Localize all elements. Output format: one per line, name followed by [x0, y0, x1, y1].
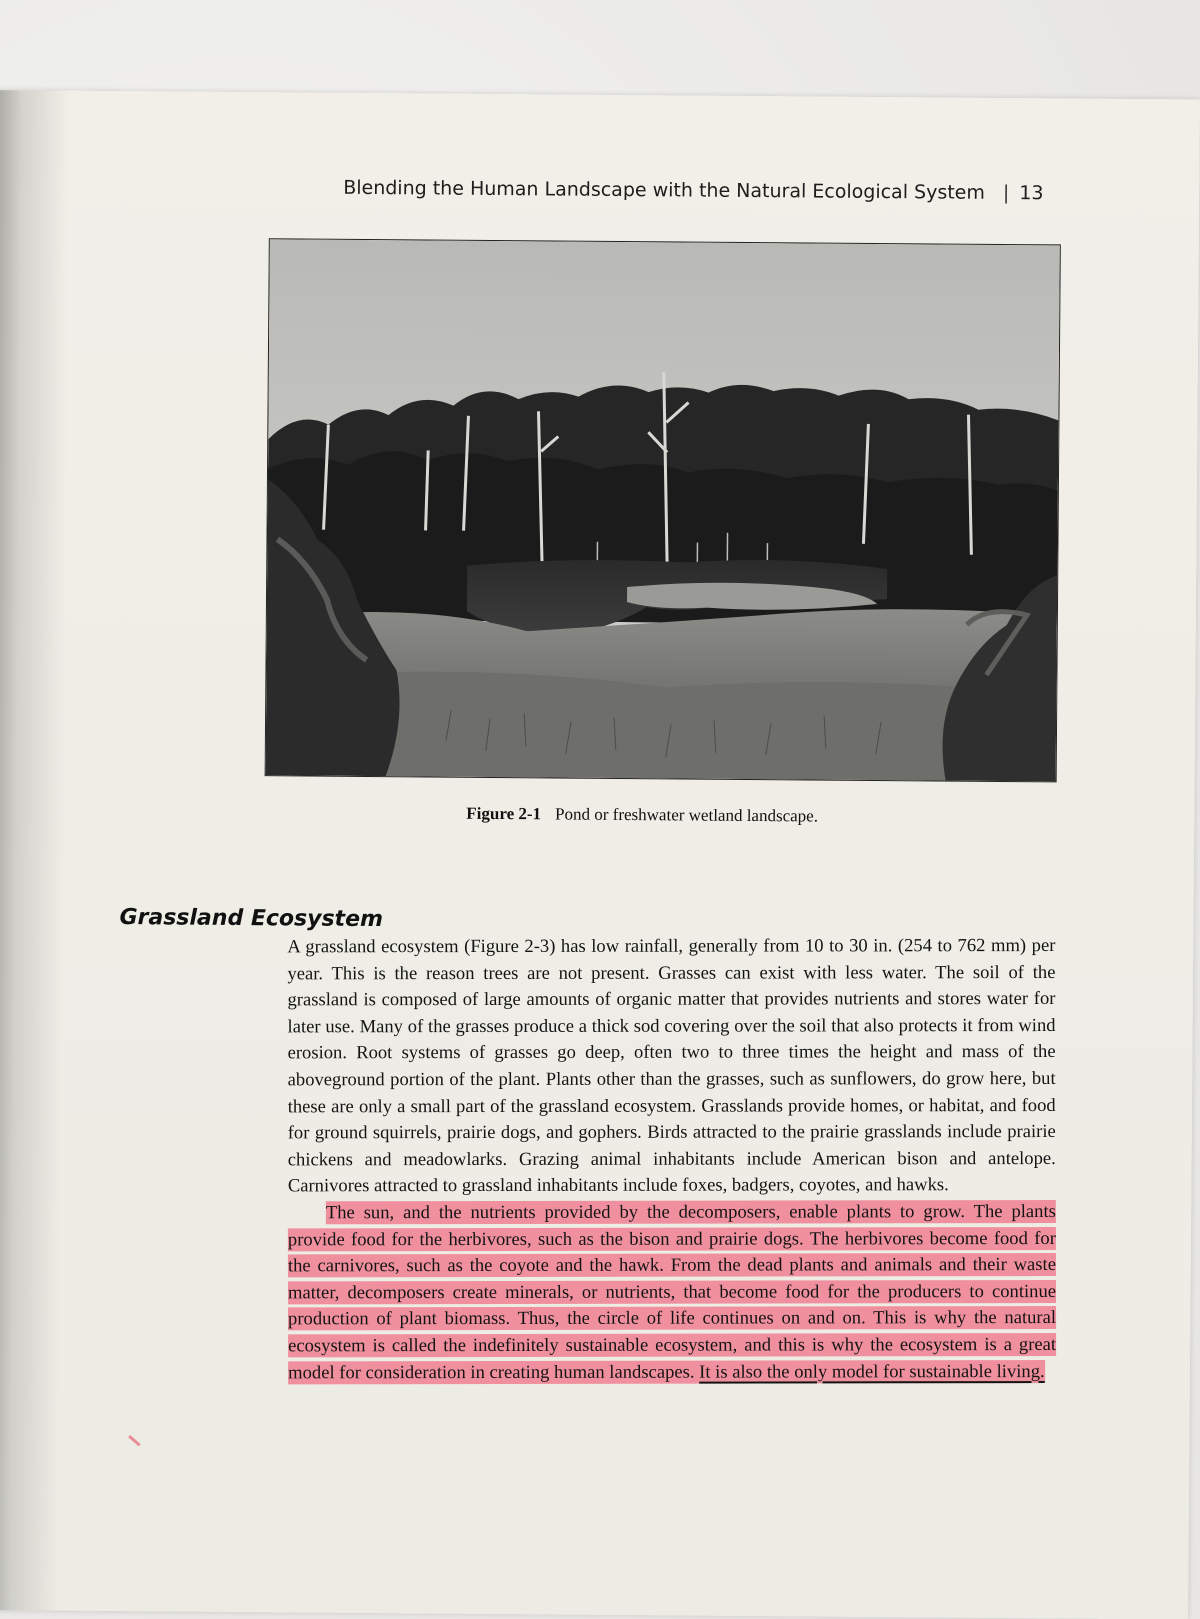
running-head — [343, 177, 1063, 205]
underlined-sentence: It is also the only model for sustainable living. — [699, 1360, 1045, 1383]
book-spine-shadow — [0, 90, 70, 1611]
figure-label: Figure 2-1 — [466, 803, 542, 824]
figure-photo — [265, 238, 1061, 782]
paragraph-2 — [288, 1199, 1056, 1386]
highlighted-passage — [288, 1200, 1056, 1384]
body-text — [287, 933, 1056, 1386]
running-head-separator: | — [1002, 181, 1010, 205]
highlighted-text: The sun, and the nutrients provided by the decomposers, enable plants to grow. The plants provide food for the herbivores, such as the bison and prairie dogs. The herbivores become food for the carnivores, such as the coyote and the hawk. From the dead plants and animals and their waste matter, decomposers create minerals, or nutrients, that become food for the producers to continue production of plant biomass. Thus, the circle of life continues on and on. This is why the natural ecosystem is called the indefinitely sustainable ecosystem, and this is why the ecosystem is a great model for consideration in creating human landscapes. — [287, 1200, 1057, 1383]
figure-caption — [466, 804, 818, 827]
pen-mark — [128, 1435, 141, 1446]
running-head-title: Blending the Human Landscape with the Natural Ecological System — [343, 176, 985, 204]
paragraph-1: A grassland ecosystem (Figure 2-3) has low rainfall, generally from 10 to 30 in. (254 to 762 mm) per year. This is the reason trees are not present. Grasses can exist with less water. The soil of the grassland is composed of large amounts of organic matter that provides nutrients and stores water for later use. Many of the grasses produce a thick sod covering over the soil that also protects it from wind erosion. Root systems of grasses go deep, often two to three times the height and mass of the aboveground portion of the plant. Plants other than the grasses, such as sunflowers, do grow here, but these are only a small part of the grassland ecosystem. Grasslands provide homes, or habitat, and food for ground squirrels, prairie dogs, and gophers. Birds attracted to the prairie grasslands include prairie chickens and meadowlarks. Grazing animal inhabitants include American bison and antelope. Carnivores attracted to grassland inhabitants include foxes, badgers, coyotes, and hawks. — [287, 935, 1056, 1197]
wetland-photo-illustration — [266, 239, 1060, 781]
book-page — [0, 90, 1200, 1619]
page-number: 13 — [1019, 182, 1044, 205]
section-heading: Grassland Ecosystem — [119, 905, 384, 933]
figure-caption-text: Pond or freshwater wetland landscape. — [555, 804, 819, 826]
